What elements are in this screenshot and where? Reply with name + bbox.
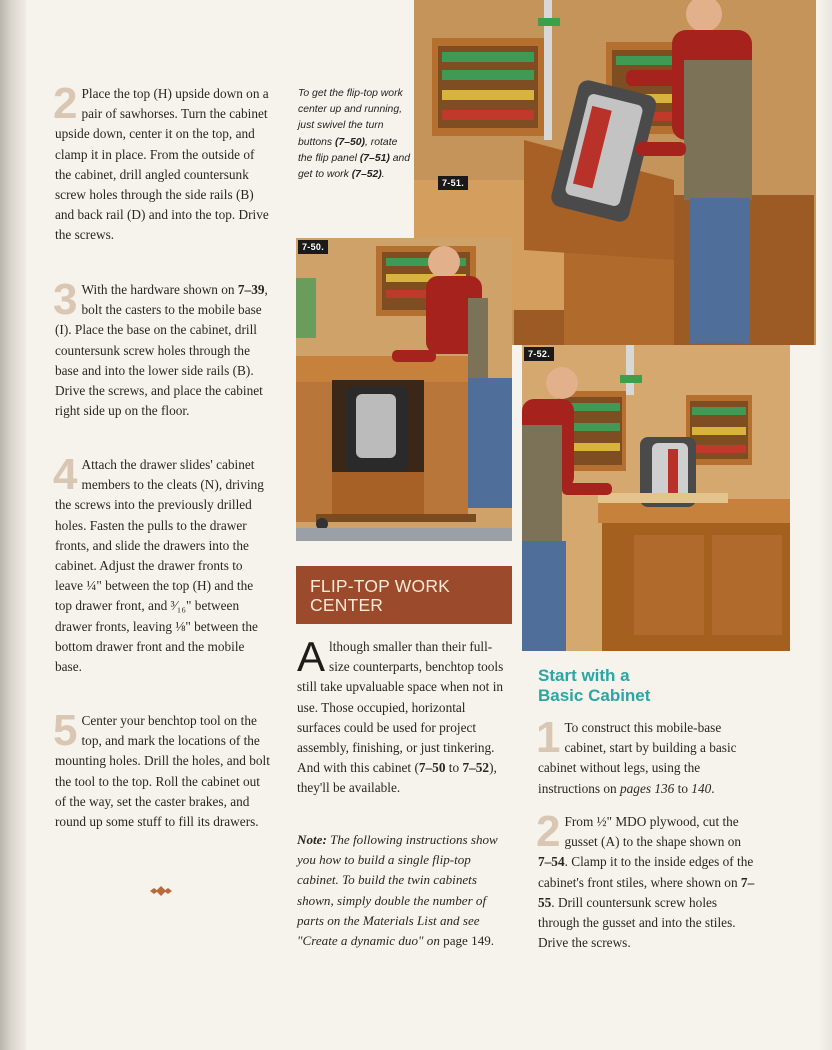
step-text: . Clamp it to the inside edges of the cabinet's front stiles, where shown on xyxy=(538,854,754,890)
caption-text: , rotate the flip panel xyxy=(298,136,398,164)
figure-label: 7-50. xyxy=(298,240,328,254)
figure-ref: 7–54 xyxy=(538,854,565,870)
page-gutter-shadow xyxy=(0,0,26,1050)
step-text: From ½" MDO plywood, cut the gusset (A) to the shape shown on xyxy=(564,814,742,850)
caption-text: . xyxy=(381,169,385,181)
step-4 xyxy=(53,450,270,677)
intro-paragraph xyxy=(297,633,511,799)
step-text-part: With the hardware shown on xyxy=(81,282,238,297)
figure-label: 7-52. xyxy=(524,347,554,361)
step-text: Center your benchtop tool on the top, and mark the locations of the mounting holes. Drill the holes, and bolt the tool to the top. Roll the cabinet out of the way, set the caster brakes, and round up some stuff to fill its drawers. xyxy=(55,713,270,830)
step-text: to xyxy=(674,780,692,796)
page-ref: page 149. xyxy=(443,933,495,949)
end-ornament-icon xyxy=(150,885,172,897)
figure-ref: (7–52) xyxy=(351,169,382,181)
caption-text: To get the flip-top work center up and running, just swivel the turn buttons xyxy=(298,88,403,148)
banner-line-2: CENTER xyxy=(310,595,384,615)
step-number: 1 xyxy=(536,713,561,762)
page-ref: 140 xyxy=(691,780,712,796)
step-text: Place the top (H) upside down on a pair of sawhorses. Turn the cabinet upside down, center it on the top, and clamp it in place. From the outside of the cabinet, drill angled countersunk screw holes through the side rails (B) and back rail (D) and into the top. Drive the screws. xyxy=(55,86,269,243)
figure-ref: 7–52 xyxy=(462,760,490,776)
figure-ref: 7–55 xyxy=(538,874,755,910)
step-number: 2 xyxy=(536,807,561,856)
intro-text: lthough smaller than their full-size counterparts, benchtop tools still take upvaluable space when not in use. Those occupied, horizontal surfaces could be used for project assembly, finishing, or just tinkering. And with this cabinet ( xyxy=(297,639,504,776)
cabinet-step-2 xyxy=(536,807,756,953)
step-text: To construct this mobile-base cabinet, start by building a basic cabinet without legs, using the instructions on xyxy=(538,720,737,796)
figure-ref: 7–39 xyxy=(237,282,265,297)
cabinet-step-1 xyxy=(536,713,756,799)
step-text-part: , bolt the casters to the mobile base (I). Place the base on the cabinet, drill countersunk screw holes through the base and into the lower side rails (B). Drive the screws, and place the cabinet right side up on the floor. xyxy=(55,282,268,419)
photo-7-50 xyxy=(296,238,512,541)
intro-text: to xyxy=(445,760,463,776)
section-subhead xyxy=(538,666,738,706)
subhead-line-2: Basic Cabinet xyxy=(538,686,651,705)
page-edge xyxy=(818,0,832,1050)
banner-line-1: FLIP-TOP WORK xyxy=(310,576,451,596)
note-text: The following instructions show you how to build a single flip-top cabinet. To build the twin cabinets shown, simply double the number of parts on the Materials List and see "Create a dynamic duo" on xyxy=(297,832,498,949)
step-3 xyxy=(53,275,270,421)
figure-ref: (7–51) xyxy=(359,152,390,164)
step-text: . xyxy=(711,780,715,796)
figure-label: 7-51. xyxy=(438,176,468,190)
page-ref: pages 136 xyxy=(620,780,675,796)
step-text xyxy=(53,275,268,419)
figure-ref: (7–50) xyxy=(334,136,366,148)
step-5 xyxy=(53,706,270,832)
step-text: Attach the drawer slides' cabinet members to the cleats (N), driving the screws into the previously drilled holes. Fasten the pulls to the drawer fronts, and slide the drawers into the cabinet. Adjust the drawer fronts to leave ¼" between the top (H) and the top drawer front, and ³⁄₁₆" between drawer fronts, leaving ⅛" between the bottom drawer front and the mobile base. xyxy=(55,457,264,675)
step-2 xyxy=(53,79,270,246)
note-paragraph xyxy=(297,830,511,951)
caption-text: and get to work xyxy=(298,152,411,181)
step-text: . Drill countersunk screw holes through the gusset and into the stiles. Drive the screws. xyxy=(538,894,736,951)
drop-cap: A xyxy=(297,633,326,680)
note-label: Note: xyxy=(297,832,327,847)
figure-ref: 7–50 xyxy=(418,760,446,776)
subhead-line-1: Start with a xyxy=(538,666,630,685)
photo-7-52 xyxy=(522,345,790,651)
step-number: 3 xyxy=(53,275,78,324)
step-number: 4 xyxy=(53,450,78,499)
step-number: 5 xyxy=(53,706,78,755)
intro-text: ), they'll be available. xyxy=(297,760,497,796)
section-banner xyxy=(296,566,512,624)
photo-caption xyxy=(298,86,412,183)
step-number: 2 xyxy=(53,79,78,128)
